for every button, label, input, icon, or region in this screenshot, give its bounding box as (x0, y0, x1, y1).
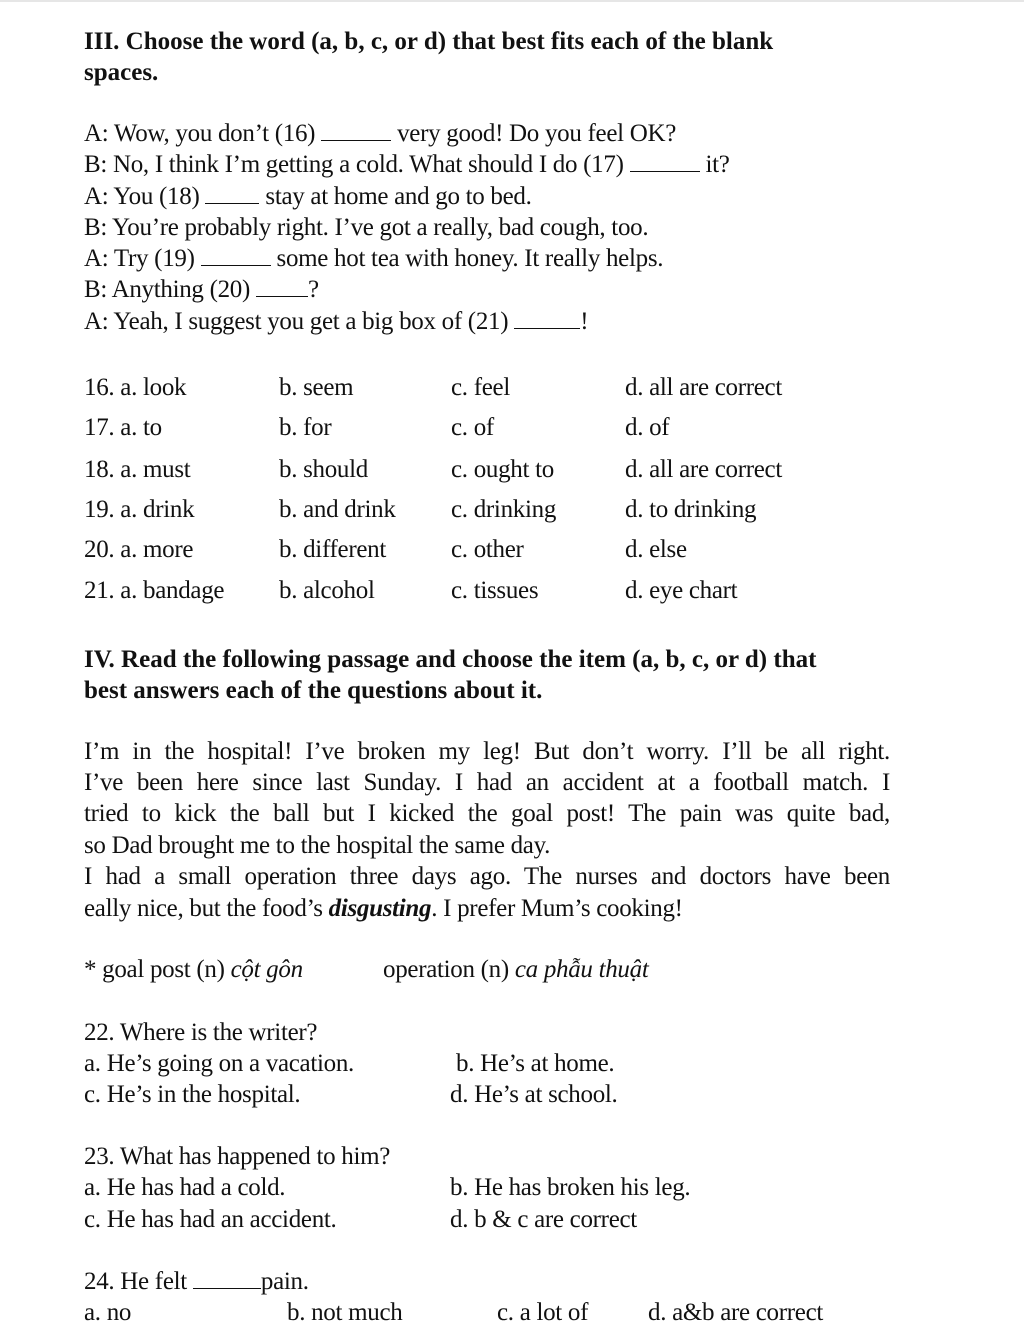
blank-17[interactable] (630, 151, 700, 172)
q20-option-a[interactable]: 20. a. more (84, 536, 194, 563)
q20-option-b[interactable]: b. different (279, 536, 387, 563)
q22-option-d[interactable]: d. He’s at school. (450, 1081, 618, 1108)
q19-option-c[interactable]: c. drinking (451, 496, 557, 523)
dialogue-line-19: A: Try (19) some hot tea with honey. It really helps. (84, 245, 664, 272)
q19-option-a[interactable]: 19. a. drink (84, 496, 195, 523)
blank-19[interactable] (201, 245, 271, 266)
blank-21[interactable] (514, 308, 580, 329)
q19-option-b[interactable]: b. and drink (279, 496, 396, 523)
dialogue-line-21: A: Yeah, I suggest you get a big box of (21) ! (84, 308, 589, 335)
q22-option-c[interactable]: c. He’s in the hospital. (84, 1081, 301, 1108)
q24-question: 24. He felt pain. (84, 1268, 309, 1295)
q16-option-d[interactable]: d. all are correct (625, 374, 782, 401)
q16-option-c[interactable]: c. feel (451, 374, 510, 401)
q18-option-c[interactable]: c. ought to (451, 456, 554, 483)
q17-option-b[interactable]: b. for (279, 414, 332, 441)
q24-option-b[interactable]: b. not much (287, 1299, 403, 1326)
blank-18[interactable] (205, 183, 259, 204)
q23-option-b[interactable]: b. He has broken his leg. (450, 1174, 691, 1201)
q20-option-c[interactable]: c. other (451, 536, 524, 563)
dialogue-line-17: B: No, I think I’m getting a cold. What should I do (17) it? (84, 151, 730, 178)
passage-line-2: I’ve been here since last Sunday. I had an accident at a football match. I (84, 769, 890, 796)
dialogue-line-b2: B: You’re probably right. I’ve got a really, bad cough, too. (84, 214, 649, 241)
passage-line-6: eally nice, but the food’s disgusting. I prefer Mum’s cooking! (84, 895, 683, 922)
blank-20[interactable] (256, 276, 308, 297)
q24-option-c[interactable]: c. a lot of (497, 1299, 589, 1326)
q22-option-b[interactable]: b. He’s at home. (456, 1050, 615, 1077)
passage-line-5: I had a small operation three days ago. The nurses and doctors have been (84, 863, 890, 890)
glossary-goal-post: * goal post (n) cột gôn (84, 956, 303, 983)
dialogue-line-20: B: Anything (20) ? (84, 276, 319, 303)
q23-option-c[interactable]: c. He has had an accident. (84, 1206, 337, 1233)
q17-option-a[interactable]: 17. a. to (84, 414, 162, 441)
q17-option-d[interactable]: d. of (625, 414, 670, 441)
q23-option-d[interactable]: d. b & c are correct (450, 1206, 637, 1233)
section4-heading-line1: IV. Read the following passage and choose the item (a, b, c, or d) that (84, 646, 817, 673)
q16-option-b[interactable]: b. seem (279, 374, 354, 401)
passage-line-4: so Dad brought me to the hospital the same day. (84, 832, 551, 859)
q22-option-a[interactable]: a. He’s going on a vacation. (84, 1050, 354, 1077)
q20-option-d[interactable]: d. else (625, 536, 687, 563)
q18-option-a[interactable]: 18. a. must (84, 456, 191, 483)
q19-option-d[interactable]: d. to drinking (625, 496, 757, 523)
q18-option-b[interactable]: b. should (279, 456, 368, 483)
section3-heading-line2: spaces. (84, 59, 159, 86)
emphasized-word: disgusting (328, 895, 432, 922)
q21-option-b[interactable]: b. alcohol (279, 577, 375, 604)
q24-option-a[interactable]: a. no (84, 1299, 132, 1326)
q16-option-a[interactable]: 16. a. look (84, 374, 187, 401)
blank-16[interactable] (321, 120, 391, 141)
q18-option-d[interactable]: d. all are correct (625, 456, 782, 483)
passage-line-1: I’m in the hospital! I’ve broken my leg! But don’t worry. I’ll be all right. (84, 738, 890, 765)
dialogue-line-16: A: Wow, you don’t (16) very good! Do you feel OK? (84, 120, 677, 147)
q23-question: 23. What has happened to him? (84, 1143, 391, 1170)
q24-option-d[interactable]: d. a&b are correct (648, 1299, 824, 1326)
q22-question: 22. Where is the writer? (84, 1019, 318, 1046)
glossary-operation: operation (n) ca phẫu thuật (383, 956, 649, 983)
section3-heading-line1: III. Choose the word (a, b, c, or d) that best fits each of the blank (84, 28, 774, 55)
q23-option-a[interactable]: a. He has had a cold. (84, 1174, 286, 1201)
section4-heading-line2: best answers each of the questions about it. (84, 677, 543, 704)
dialogue-line-18: A: You (18) stay at home and go to bed. (84, 183, 532, 210)
q21-option-a[interactable]: 21. a. bandage (84, 577, 225, 604)
q17-option-c[interactable]: c. of (451, 414, 494, 441)
q21-option-c[interactable]: c. tissues (451, 577, 539, 604)
passage-line-3: tried to kick the ball but I kicked the goal post! The pain was quite bad, (84, 800, 890, 827)
q21-option-d[interactable]: d. eye chart (625, 577, 738, 604)
blank-24[interactable] (193, 1268, 261, 1289)
